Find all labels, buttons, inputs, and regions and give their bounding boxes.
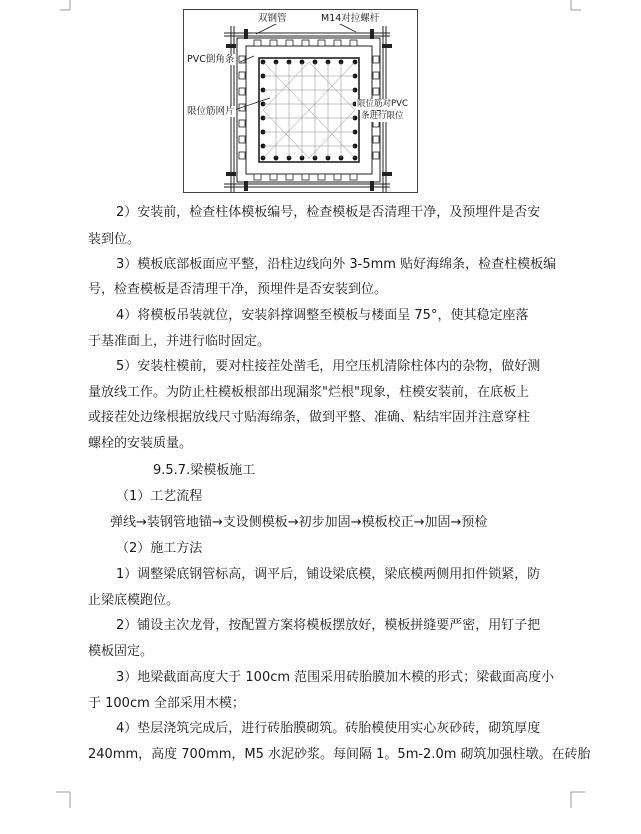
p5-line1: 5）安装柱模前，要对柱接茬处凿毛，用空压机清除柱体内的杂物，做好测: [116, 359, 541, 374]
m4-line1: 4）垫层浇筑完成后，进行砖胎膜砌筑。砖胎模使用实心灰砂砖，砌筑厚度: [116, 721, 541, 736]
p4-line2: 于基准面上，并进行临时固定。: [88, 334, 271, 349]
p5-line2: 量放线工作。为防止柱模板根部出现漏浆"烂根"现象，柱模安装前，在底板上: [88, 385, 529, 400]
m3-line2: 于 100cm 全部采用木模；: [88, 696, 245, 711]
m3-line1: 3）地梁截面高度大于 100cm 范围采用砖胎膜加木模的形式；梁截面高度小: [116, 670, 555, 685]
m2-line1: 2）铺设主次龙骨，按配置方案将模板摆放好，模板拼缝要严密，用钉子把: [116, 618, 541, 633]
label-double-steel-pipe: 双钢管: [258, 13, 287, 24]
m1-line1: 1）调整梁底钢管标高，调平后，铺设梁底模，梁底模两侧用扣件锁紧，防: [116, 567, 541, 582]
document-body: [88, 0, 591, 834]
subheading-process: （1）工艺流程: [116, 489, 203, 504]
p5-line4: 螺栓的安装质量。: [88, 436, 193, 451]
p3-line2: 号，检查模板是否清理干净，预埋件是否安装到位。: [88, 282, 388, 297]
label-pvc-chamfer: PVC倒角条: [187, 54, 235, 65]
p2-line1: 2）安装前，检查柱体模板编号，检查模板是否清理干净，及预埋件是否安: [116, 205, 541, 220]
label-tie-bolt: M14对拉螺杆: [321, 13, 380, 24]
p3-line1: 3）模板底部板面应平整，沿柱边线向外 3-5mm 贴好海绵条，检查柱模板编: [116, 257, 557, 272]
p5-line3: 或接茬处边缘根据放线尺寸贴海绵条，做到平整、准确、粘结牢固并注意穿柱: [88, 410, 531, 425]
label-limit-mesh: 限位筋网片: [187, 106, 235, 117]
section-heading: 9.5.7.梁模板施工: [153, 463, 256, 478]
p2-line2: 装到位。: [88, 232, 141, 247]
process-flow: 弹线→装钢管地锚→支设侧模板→初步加固→模板校正→加固→预检: [110, 515, 488, 530]
label-limit-bar-pvc-1: 限位筋对PVC: [357, 99, 408, 109]
m1-line2: 止梁底模跑位。: [88, 593, 180, 608]
m2-line2: 模板固定。: [88, 644, 154, 659]
subheading-method: （2）施工方法: [116, 541, 203, 556]
p4-line1: 4）将模板吊装就位，安装斜撑调整至模板与楼面呈 75°，使其稳定座落: [116, 308, 529, 323]
label-limit-bar-pvc-2: 条进行限位: [361, 111, 404, 121]
m4-line2: 240mm，高度 700mm，M5 水泥砂浆。每间隔 1。5m-2.0m 砌筑加强柱墩。在砖胎: [88, 747, 591, 762]
